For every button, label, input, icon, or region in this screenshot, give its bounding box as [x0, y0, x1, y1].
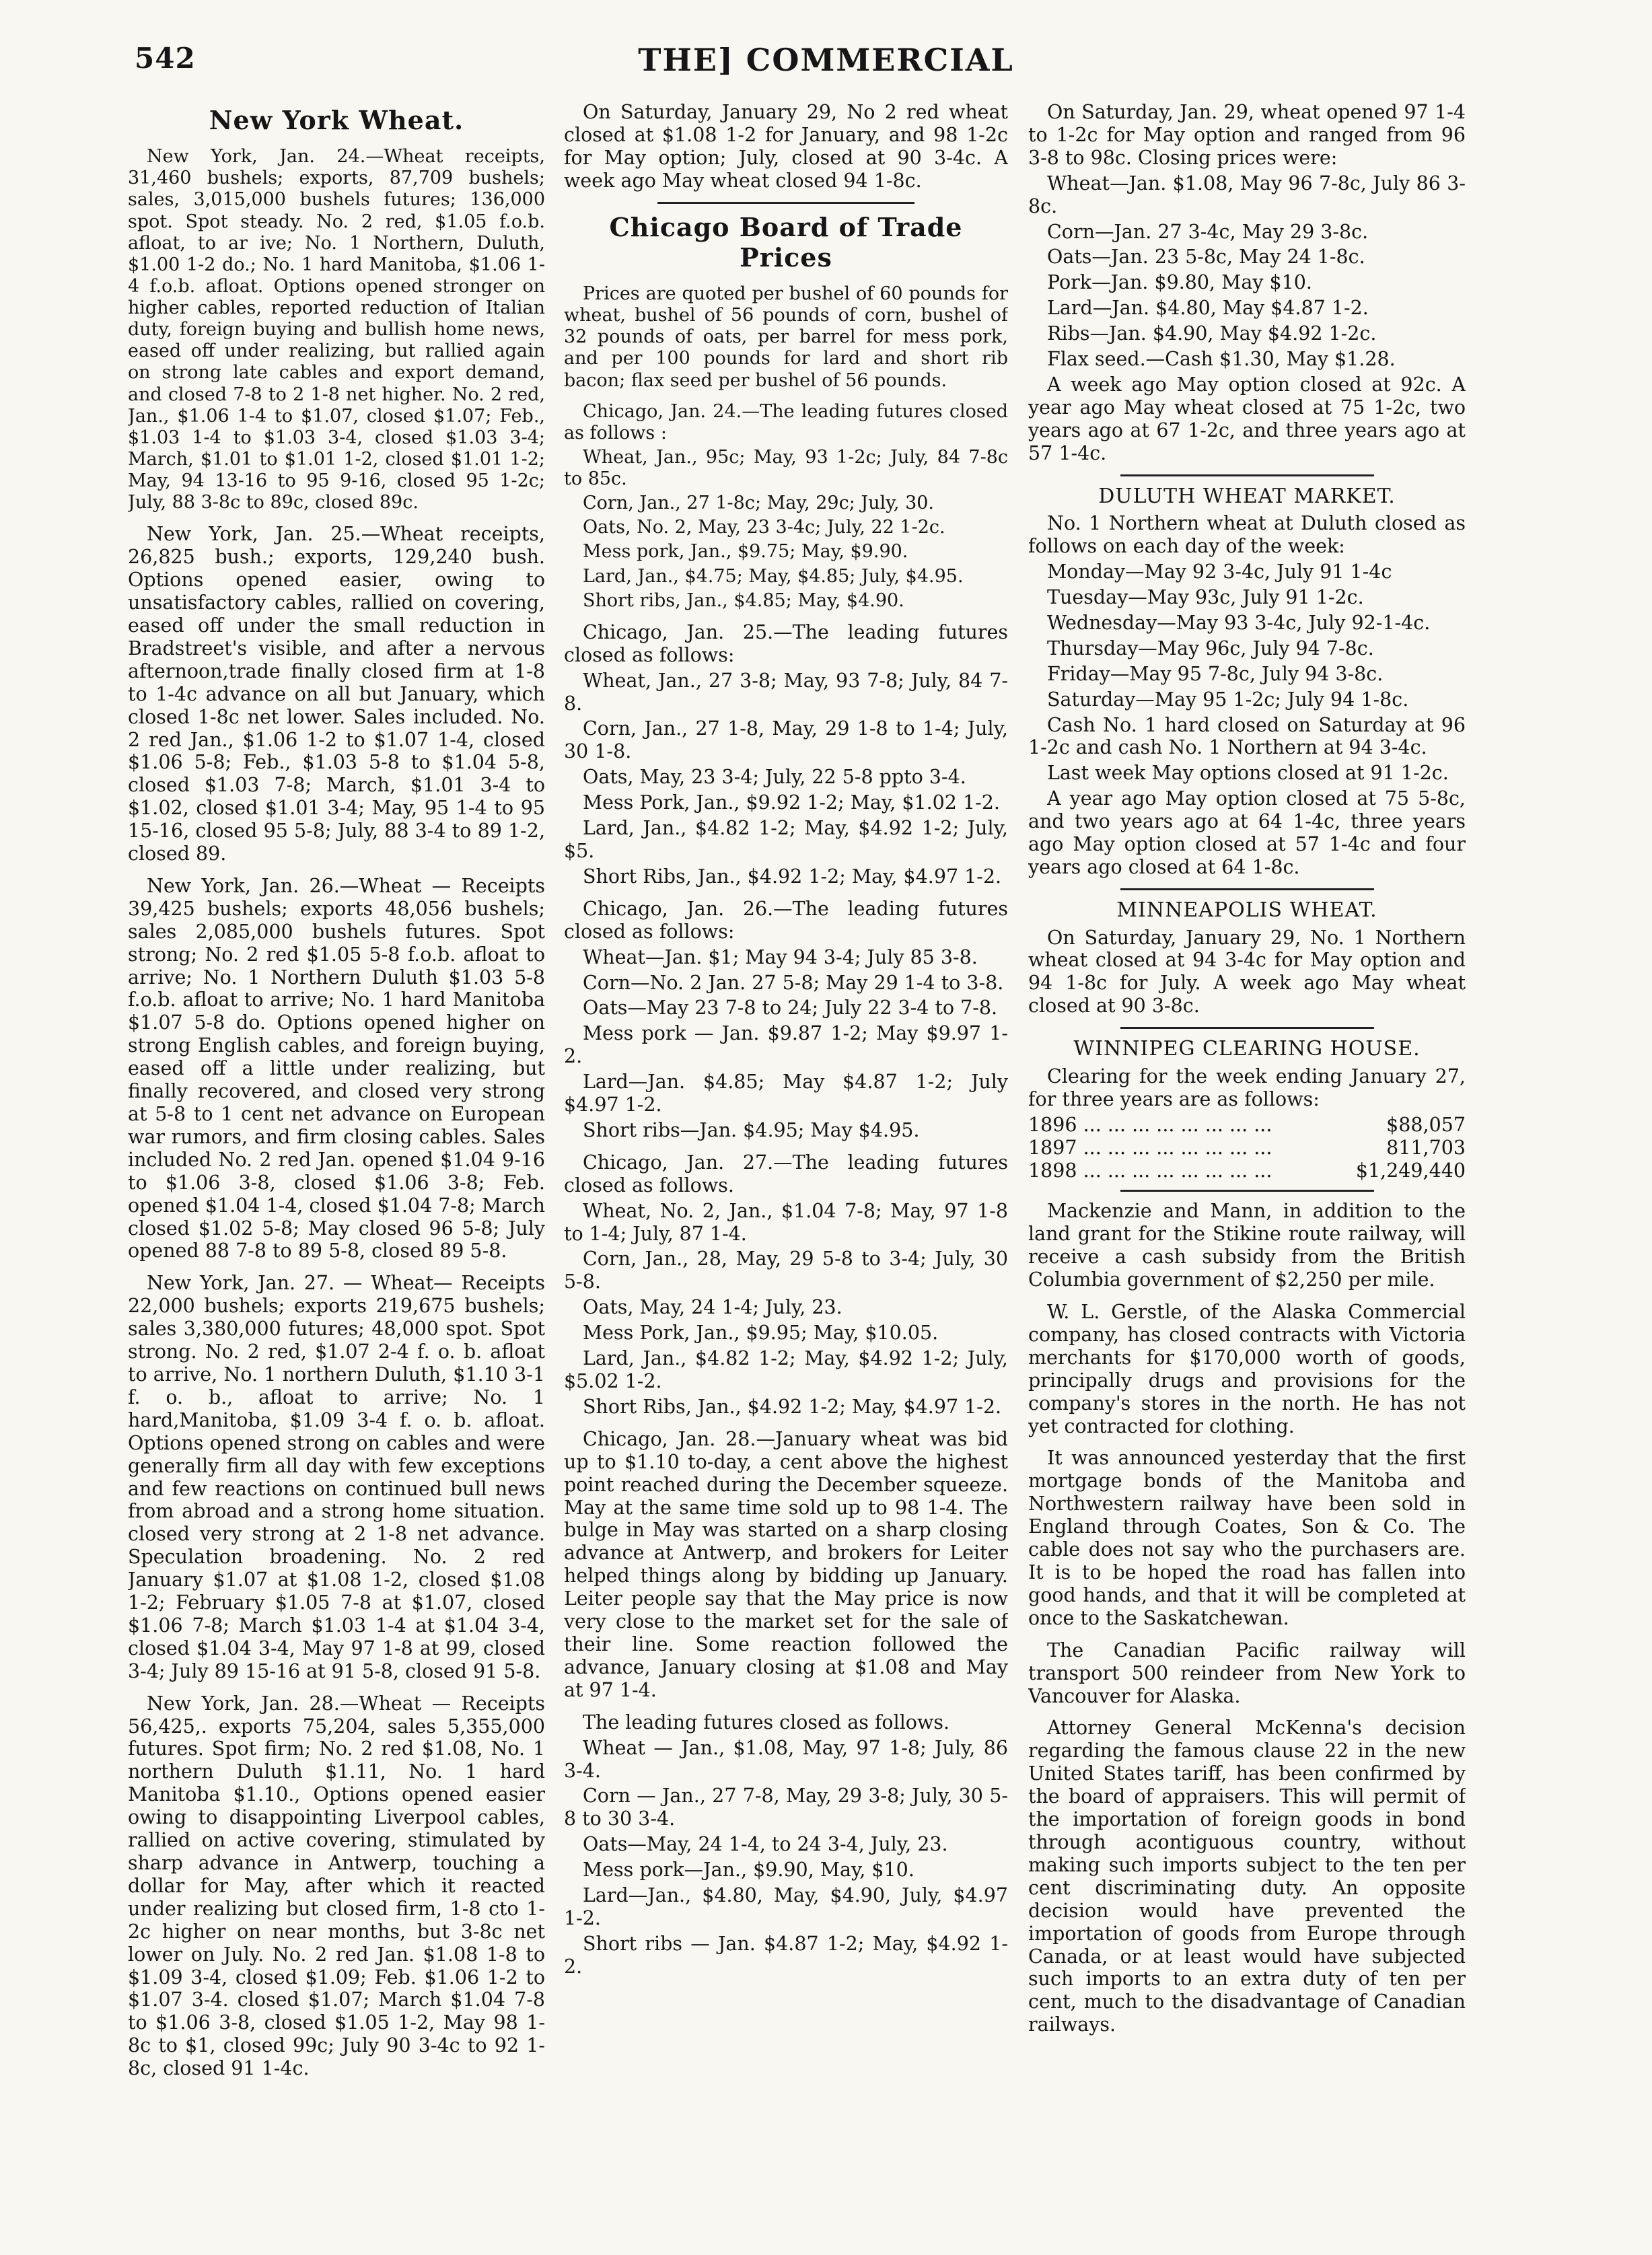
chicago-saturday-wheat: Wheat—Jan. $1.08, May 96 7-8c, July 86 3-8c. — [1028, 172, 1466, 217]
table-row — [1028, 1159, 1466, 1182]
chicago-jan27-lard: Lard, Jan., $4.82 1-2; May, $4.92 1-2; July, $5.02 1-2. — [564, 1347, 1008, 1392]
chicago-jan28-corn: Corn — Jan., 27 7-8, May, 29 3-8; July, 30 5-8 to 30 3-4. — [564, 1785, 1008, 1830]
new-york-wheat-heading: New York Wheat. — [209, 105, 464, 135]
masthead-title: THE] COMMERCIAL — [638, 42, 1014, 78]
section-divider — [1120, 1190, 1374, 1192]
chicago-jan24-ribs: Short ribs, Jan., $4.85; May, $4.90. — [583, 589, 904, 611]
chicago-saturday-lard: Lard—Jan. $4.80, May $4.87 1-2. — [1047, 297, 1369, 320]
chicago-jan26-intro: Chicago, Jan. 26.—The leading futures closed as follows: — [564, 897, 1008, 943]
column-left — [128, 101, 545, 2227]
clearing-amount: 811,703 — [1386, 1136, 1466, 1159]
chicago-jan25-pork: Mess Pork, Jan., $9.92 1-2; May, $1.02 1-2. — [583, 791, 1000, 814]
chicago-jan24-lard: Lard, Jan., $4.75; May, $4.85; July, $4.95. — [583, 565, 964, 587]
chicago-jan28-lard: Lard—Jan., $4.80, May, $4.90, July, $4.97 1-2. — [564, 1884, 1008, 1929]
chicago-jan27-oats: Oats, May, 24 1-4; July, 23. — [583, 1296, 842, 1319]
chicago-saturday-corn: Corn—Jan. 27 3-4c, May 29 3-8c. — [1047, 220, 1369, 243]
chicago-saturday-pork: Pork—Jan. $9.80, May $10. — [1047, 271, 1312, 294]
ny-saturday-paragraph: On Saturday, January 29, No 2 red wheat closed at $1.08 1-2 for January, and 98 1-2c for May option; July, closed at 90 3-4c. A week ago May wheat closed 94 1-8c. — [564, 101, 1008, 192]
minneapolis-heading: MINNEAPOLIS WHEAT. — [1116, 898, 1377, 922]
chicago-jan28-ribs: Short ribs — Jan. $4.87 1-2; May, $4.92 1-2. — [564, 1932, 1008, 1978]
duluth-wednesday: Wednesday—May 93 3-4c, July 92-1-4c. — [1047, 611, 1431, 634]
minneapolis-paragraph: On Saturday, January 29, No. 1 Northern wheat closed at 94 3-4c for May option and 94 1-8c for July. A week ago May wheat closed at 90 3-8c. — [1028, 926, 1466, 1017]
chicago-jan25-lard: Lard, Jan., $4.82 1-2; May, $4.92 1-2; July, $5. — [564, 817, 1008, 862]
chicago-jan26-pork: Mess pork — Jan. $9.87 1-2; May $9.97 1-2. — [564, 1022, 1008, 1068]
clearing-year: 1897 ... ... ... ... ... ... ... ... — [1028, 1136, 1272, 1159]
chicago-board-heading: Chicago Board of Trade Prices — [609, 211, 963, 273]
duluth-cash: Cash No. 1 hard closed on Saturday at 96 1-2c and cash No. 1 Northern at 94 3-4c. — [1028, 713, 1466, 759]
chicago-saturday-intro: On Saturday, Jan. 29, wheat opened 97 1-4 to 1-2c for May option and ranged from 96 3-8 to 98c. Closing prices were: — [1028, 101, 1466, 169]
page-number: 542 — [135, 42, 196, 75]
chicago-saturday-ribs: Ribs—Jan. $4.90, May $4.92 1-2c. — [1047, 322, 1377, 345]
duluth-last-week: Last week May options closed at 91 1-2c. — [1047, 762, 1449, 785]
section-divider — [1120, 888, 1374, 890]
table-row — [1028, 1114, 1466, 1137]
duluth-monday: Monday—May 92 3-4c, July 91 1-4c — [1047, 561, 1392, 583]
ny-jan27-paragraph: New York, Jan. 27. — Wheat— Receipts 22,000 bushels; exports 219,675 bushels; sales 3,380,000 futures; 48,000 spot. Spot strong. No. 2 red, $1.07 2-4 f. o. b. afloat to arrive, No. 1 northern Duluth, $1.10 3-1 f. o. b., afloat to arrive; No. 1 hard,Manitoba, $1.09 3-4 f. o. b. afloat. Options opened strong on cables and were generally firm all day with few exceptions and few reactions on continued bull news from abroad and a strong home situation. closed very strong at 2 1-8 net advance. Speculation broadening. No. 2 red January $1.07 at $1.08 1-2, closed $1.08 1-2; February $1.05 7-8 at $1.07, closed $1.06 7-8; March $1.03 1-4 at $1.04 3-4, closed $1.04 3-4, May 97 1-8 at 99, closed 3-4; July 89 15-16 at 91 5-8, closed 91 5-8. — [128, 1272, 545, 1682]
section-divider — [657, 202, 915, 204]
winnipeg-heading: WINNIPEG CLEARING HOUSE. — [1073, 1037, 1421, 1061]
column-right — [1028, 101, 1466, 2227]
clearing-table — [1028, 1114, 1466, 1182]
chicago-jan24-wheat: Wheat, Jan., 95c; May, 93 1-2c; July, 84 7-8c to 85c. — [564, 446, 1008, 490]
clearing-amount: $1,249,440 — [1355, 1159, 1466, 1182]
chicago-jan26-ribs: Short ribs—Jan. $4.95; May $4.95. — [583, 1118, 920, 1141]
clearing-year: 1896 ... ... ... ... ... ... ... ... — [1028, 1113, 1272, 1136]
duluth-year-ago: A year ago May option closed at 75 5-8c, and two years ago at 64 1-4c, three years ago May option closed at 57 1-4c and four years ago closed at 64 1-8c. — [1028, 787, 1466, 878]
duluth-tuesday: Tuesday—May 93c, July 91 1-2c. — [1047, 586, 1364, 608]
winnipeg-intro: Clearing for the week ending January 27, for three years are as follows: — [1028, 1065, 1466, 1110]
chicago-jan25-wheat: Wheat, Jan., 27 3-8; May, 93 7-8; July, 84 7-8. — [564, 669, 1008, 715]
chicago-jan27-pork: Mess Pork, Jan., $9.95; May, $10.05. — [583, 1322, 939, 1345]
ny-jan26-paragraph: New York, Jan. 26.—Wheat — Receipts 39,425 bushels; exports 48,056 bushels; sales 2,085,000 bushels futures. Spot strong; No. 2 red $1.05 5-8 f.o.b. afloat to arrive; No. 1 Northern Duluth $1.03 5-8 f.o.b. afloat to arrive; No. 1 hard Manitoba $1.07 5-8 do. Options opened higher on strong English cables, and foreign buying, eased off a little under realizing, but finally recovered, and closed very strong at 5-8 to 1 cent net advance on European war rumors, and firm closing cables. Sales included No. 2 red Jan. opened $1.04 9-16 to $1.06 3-8, closed $1.06 3-8; Feb. opened $1.04 1-4, closed $1.04 7-8; March closed $1.02 5-8; May closed 96 5-8; July opened 88 7-8 to 89 5-8, closed 89 5-8. — [128, 874, 545, 1262]
chicago-saturday-oats: Oats—Jan. 23 5-8c, May 24 1-8c. — [1047, 246, 1365, 269]
chicago-jan28-paragraph: Chicago, Jan. 28.—January wheat was bid up to $1.10 to-day, a cent above the highest point reached during the December squeeze. May at the same time sold up to 98 1-4. The bulge in May was started on a sharp closing advance at Antwerp, and brokers for Leiter helped things along by bidding up January. Leiter people say that the May price is now very close to the market set for the sale of their line. Some reaction followed the advance, January closing at $1.08 and May at 97 1-4. — [564, 1427, 1008, 1701]
reindeer-paragraph: The Canadian Pacific railway will transport 500 reindeer from New York to Vancouver for Alaska. — [1028, 1639, 1466, 1707]
ny-jan25-paragraph: New York, Jan. 25.—Wheat receipts, 26,825 bush.; exports, 129,240 bush. Options opened easier, owing to unsatisfactory cables, rallied on covering, eased off under the small reduction in Bradstreet's visible, and after a nervous afternoon,trade finally closed firm at 1-8 to 1-4c advance on all but January, which closed 1-8c net lower. Sales included. No. 2 red Jan., $1.06 1-2 to $1.07 1-4, closed $1.06 5-8; Feb., $1.03 5-8 to $1.04 5-8, closed $1.03 7-8; March, $1.01 3-4 to $1.02, closed $1.01 3-4; May, 95 1-4 to 95 15-16, closed 95 5-8; July, 88 3-4 to 89 1-2, closed 89. — [128, 523, 545, 865]
column-middle — [564, 101, 1008, 2227]
duluth-intro: No. 1 Northern wheat at Duluth closed as follows on each day of the week: — [1028, 512, 1466, 558]
attorney-general-paragraph: Attorney General McKenna's decision regarding the famous clause 22 in the new United States tariff, has been confirmed by the board of appraisers. This will permit of the importation of foreign goods in bond through acontiguous country, without making such imports subject to the ten per cent discriminating duty. An opposite decision would have prevented the importation of goods from Europe through Canada, or at least would have subjected such imports to an extra duty of ten per cent, much to the disadvantage of Canadian railways. — [1028, 1717, 1466, 2036]
chicago-jan26-oats: Oats—May 23 7-8 to 24; July 22 3-4 to 7-8. — [583, 997, 998, 1019]
chicago-jan25-ribs: Short Ribs, Jan., $4.92 1-2; May, $4.97 1-2. — [583, 865, 1002, 888]
chicago-jan25-oats: Oats, May, 23 3-4; July, 22 5-8 ppto 3-4. — [583, 766, 966, 789]
section-divider — [1120, 1027, 1374, 1029]
chicago-jan24-intro: Chicago, Jan. 24.—The leading futures closed as follows : — [564, 400, 1008, 443]
chicago-jan28-pork: Mess pork—Jan., $9.90, May, $10. — [583, 1859, 914, 1882]
chicago-saturday-flax: Flax seed.—Cash $1.30, May $1.28. — [1047, 348, 1396, 371]
chicago-jan26-wheat: Wheat—Jan. $1; May 94 3-4; July 85 3-8. — [583, 945, 978, 968]
gerstle-paragraph: W. L. Gerstle, of the Alaska Commercial company, has closed contracts with Victoria merchants for $170,000 worth of goods, principally drugs and provisions for the company's stores in the north. He has not yet contracted for clothing. — [1028, 1301, 1466, 1437]
duluth-thursday: Thursday—May 96c, July 94 7-8c. — [1047, 637, 1374, 659]
chicago-jan27-corn: Corn, Jan., 28, May, 29 5-8 to 3-4; July, 30 5-8. — [564, 1248, 1008, 1293]
chicago-jan27-wheat: Wheat, No. 2, Jan., $1.04 7-8; May, 97 1-8 to 1-4; July, 87 1-4. — [564, 1199, 1008, 1245]
chicago-jan26-corn: Corn—No. 2 Jan. 27 5-8; May 29 1-4 to 3-8. — [583, 971, 1004, 994]
duluth-friday: Friday—May 95 7-8c, July 94 3-8c. — [1047, 662, 1384, 685]
chicago-jan27-intro: Chicago, Jan. 27.—The leading futures closed as follows. — [564, 1151, 1008, 1196]
table-row — [1028, 1137, 1466, 1159]
duluth-heading: DULUTH WHEAT MARKET. — [1098, 484, 1396, 508]
chicago-jan28-oats: Oats—May, 24 1-4, to 24 3-4, July, 23. — [583, 1833, 948, 1856]
chicago-price-note: Prices are quoted per bushel of 60 pounds for wheat, bushel of 56 pounds of corn, bushel of 32 pounds of oats, per barrel for mess pork, and per 100 pounds for lard and short rib bacon; flax seed per bushel of 56 pounds. — [564, 283, 1008, 391]
ny-jan28-paragraph: New York, Jan. 28.—Wheat — Receipts 56,425,. exports 75,204, sales 5,355,000 futures. Spot firm; No. 2 red $1.08, No. 1 northern Duluth $1.11, No. 1 hard Manitoba $1.10., Options opened easier owing to disappointing Liverpool cables, rallied on active covering, stimulated by sharp advance in Antwerp, touching a dollar for May, after which it reacted under realizing but closed firm, 1-8 cto 1-2c higher on near months, but 3-8c net lower on July. No. 2 red Jan. $1.08 1-8 to $1.09 3-4, closed $1.09; Feb. $1.06 1-2 to $1.07 3-4. closed $1.07; March $1.04 7-8 to $1.06 3-8, closed $1.05 1-2, May 98 1-8c to $1, closed 99c; July 90 3-4c to 92 1-8c, closed 91 1-4c. — [128, 1692, 545, 2080]
chicago-jan26-lard: Lard—Jan. $4.85; May $4.87 1-2; July $4.97 1-2. — [564, 1071, 1008, 1116]
section-divider — [1120, 474, 1374, 476]
clearing-amount: $88,057 — [1386, 1113, 1466, 1136]
ny-jan24-paragraph: New York, Jan. 24.—Wheat receipts, 31,460 bushels; exports, 87,709 bushels; sales, 3,015,000 bushels futures; 136,000 spot. Spot steady. No. 2 red, $1.05 f.o.b. afloat, to ar ive; No. 1 Northern, Duluth, $1.00 1-2 do.; No. 1 hard Manitoba, $1.06 1-4 f.o.b. afloat. Options opened stronger on higher cables, reported reduction of Italian duty, foreign buying and bullish home news, eased off under realizing, but rallied again on strong late cables and export demand, and closed 7-8 to 2 1-8 net higher. No. 2 red, Jan., $1.06 1-4 to $1.07, closed $1.07; Feb., $1.03 1-4 to $1.03 3-4, closed $1.03 3-4; March, $1.01 to $1.01 1-2, closed $1.01 1-2; May, 94 13-16 to 95 9-16, closed 95 1-2c; July, 88 3-8c to 89c, closed 89c. — [128, 146, 545, 513]
duluth-saturday: Saturday—May 95 1-2c; July 94 1-8c. — [1047, 688, 1409, 711]
clearing-year: 1898 ... ... ... ... ... ... ... ... — [1028, 1159, 1272, 1182]
chicago-jan25-intro: Chicago, Jan. 25.—The leading futures closed as follows: — [564, 620, 1008, 666]
mackenzie-mann-paragraph: Mackenzie and Mann, in addition to the land grant for the Stikine route railway, will receive a cash subsidy from the British Columbia government of $2,250 per mile. — [1028, 1200, 1466, 1291]
chicago-week-ago-paragraph: A week ago May option closed at 92c. A year ago May wheat closed at 75 1-2c, two years ago at 67 1-2c, and three years ago at 57 1-4c. — [1028, 373, 1466, 464]
chicago-jan28-wheat: Wheat — Jan., $1.08, May, 97 1-8; July, 86 3-4. — [564, 1736, 1008, 1782]
mortgage-bonds-paragraph: It was announced yesterday that the first mortgage bonds of the Manitoba and Northwestern railway have been sold in England through Coates, Son & Co. The cable does not say who the purchasers are. It is to be hoped the road has fallen into good hands, and that it will be completed at once to the Saskatchewan. — [1028, 1447, 1466, 1629]
chicago-jan25-corn: Corn, Jan., 27 1-8, May, 29 1-8 to 1-4; July, 30 1-8. — [564, 717, 1008, 763]
chicago-jan27-ribs: Short Ribs, Jan., $4.92 1-2; May, $4.97 1-2. — [583, 1395, 1002, 1418]
chicago-jan24-corn: Corn, Jan., 27 1-8c; May, 29c; July, 30. — [583, 493, 935, 514]
chicago-jan24-oats: Oats, No. 2, May, 23 3-4c; July, 22 1-2c. — [583, 517, 945, 538]
chicago-jan24-pork: Mess pork, Jan., $9.75; May, $9.90. — [583, 541, 908, 563]
chicago-jan28-intro: The leading futures closed as follows. — [583, 1711, 950, 1733]
